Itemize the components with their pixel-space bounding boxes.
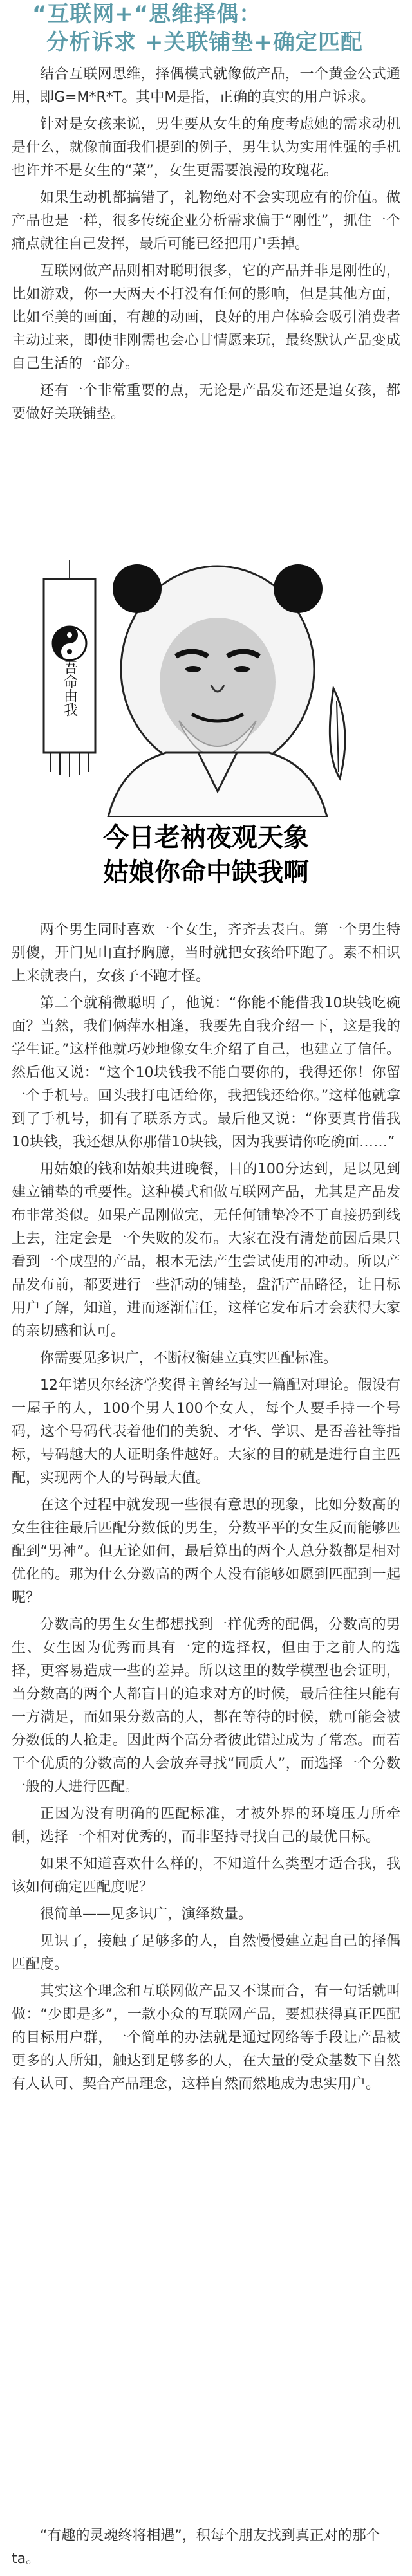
article-body-bottom bbox=[0, 919, 412, 2100]
paragraph: 如果生动机都搞错了，礼物绝对不会实现应有的价值。做产品也是一样，很多传统企业分析需求偏于“刚性”，抓住一个痛点就往自己发挥，最后可能已经把用户丢掉。 bbox=[12, 190, 400, 252]
meme-image bbox=[31, 560, 381, 907]
closing-quote: “有趣的灵魂终将相遇”，积每个朋友找到真正对的那个ta。 bbox=[12, 2528, 380, 2567]
meme-caption-line2: 姑娘你命中缺我啊 bbox=[103, 858, 309, 887]
paragraph: 互联网做产品则相对聪明很多，它的产品并非是刚性的，比如游戏，你一天两天不打没有任何的影响，但是其他方面，比如至美的画面，有趣的动画，良好的用户体验会吸引消费者主动过来，即使非刚需也会心甘情愿来玩，最终默认产品变成自己生活的一部分。 bbox=[12, 263, 400, 372]
charm-text: 吾命由我 bbox=[61, 660, 78, 717]
paragraph: 其实这个理念和互联网做产品又不谋而合，有一句话就叫做：“少即是多”，一款小众的互联网产品，要想获得真正匹配的目标用户群，一个简单的办法就是通过网络等手段让产品被更多的人所知，触达到足够多的人，在大量的受众基数下自然有人认可、契合产品理念，这样自然而然地成为忠实用户。 bbox=[12, 1983, 400, 2092]
article-body-top bbox=[0, 63, 412, 430]
paragraph: 分数高的男生女生都想找到一样优秀的配偶，分数高的男生、女生因为优秀而具有一定的选择权，但由于之前人的选择，更容易造成一些的差异。所以这里的数学模型也会证明，当分数高的两个人都盲目的追求对方的时候，最后往往只能有一方满足，而如果分数高的人，都在等待的时候，就可能会被分数低的人抢走。因此两个高分者彼此错过成为了常态。而若干个优质的分数高的人会放弃寻找“同质人”，而选择一个分数一般的人进行匹配。 bbox=[12, 1617, 400, 1795]
paragraph: 还有一个非常重要的点，无论是产品发布还是追女孩，都要做好关联铺垫。 bbox=[12, 383, 400, 422]
paragraph: 在这个过程中就发现一些很有意思的现象，比如分数高的女生往往最后匹配分数低的男生，分数平平的女生反而能够匹配到“男神”。但无论如何，最后算出的两个人总分数都是相对优化的。那为什么分数高的两个人没有能够如愿到匹配到一起呢？ bbox=[12, 1497, 400, 1606]
paragraph: 见识了，接触了足够多的人，自然慢慢建立起自己的择偶匹配度。 bbox=[12, 1933, 400, 1973]
article-title-line2: 分析诉求 +关联铺垫+确定匹配 bbox=[46, 30, 363, 55]
paragraph: 如果不知道喜欢什么样的，不知道什么类型才适合我，我该如何确定匹配度呢？ bbox=[12, 1856, 400, 1895]
paragraph: 12年诺贝尔经济学奖得主曾经写过一篇配对理论。假设有一屋子的人，100个男人100个女人，每个人要手持一个号码，这个号码代表着他们的美貌、才华、学识、是否善社等指标，号码越大的人证明条件越好。大家的目的就是进行自主匹配，实现两个人的号码最大值。 bbox=[12, 1377, 400, 1486]
paragraph: 很简单——见多识广，演绎数量。 bbox=[40, 1906, 253, 1922]
paragraph: 两个男生同时喜欢一个女生，齐齐去表白。第一个男生特别傻，开门见山直抒胸臆，当时就把女孩给吓跑了。素不相识上来就表白，女孩子不跑才怪。 bbox=[12, 922, 400, 984]
paragraph: 结合互联网思维，择偶模式就像做产品，一个黄金公式通用，即G=M*R*T。其中M是指，正确的真实的用户诉求。 bbox=[12, 66, 400, 106]
meme-caption-line1: 今日老衲夜观天象 bbox=[103, 823, 309, 852]
article-title-line1: “互联网+“思维择偶： bbox=[32, 1, 262, 27]
paragraph: 用姑娘的钱和姑娘共进晚餐，目的100分达到，足以见到建立铺垫的重要性。这种模式和做互联网产品，尤其是产品发布非常类似。如果产品刚做完，无任何铺垫冷不丁直接扔到线上去，注定会是一个失败的发布。大家在没有清楚前因后果只看到一个成型的产品，根本无法产生尝试使用的冲动。所以产品发布前，都要进行一些活动的铺垫，盘活产品路径，让目标用户了解，知道，进而逐渐信任，这样它发布后才会获得大家的亲切感和认可。 bbox=[12, 1161, 400, 1339]
paragraph: 针对是女孩来说，男生要从女生的角度考虑她的需求动机是什么，就像前面我们提到的例子，男生认为实用性强的手机也许并不是女生的“菜”，女生更需要浪漫的玫瑰花。 bbox=[12, 116, 400, 179]
paragraph: 你需要见多识广，不断权衡建立真实匹配标准。 bbox=[40, 1350, 338, 1366]
panda-meme-illustration bbox=[31, 560, 381, 817]
paragraph: 第二个就稍微聪明了，他说：“你能不能借我10块钱吃碗面？当然，我们俩萍水相逢，我要先自我介绍一下，这是我的学生证。”这样他就巧妙地像女生介绍了自己，也建立了信任。然后他又说：“这个10块钱我不能白要你的，我得还你！你留一个手机号。回头我打电话给你，我把钱还给你。”这样他就拿到了手机号，拥有了联系方式。最后他又说：“你要真肯借我10块钱，我还想从你那借10块钱，因为我要请你吃碗面……” bbox=[12, 995, 400, 1150]
paragraph: 正因为没有明确的匹配标准，才被外界的环境压力所牵制，选择一个相对优秀的，而非坚持寻找自己的最优目标。 bbox=[12, 1806, 400, 1845]
